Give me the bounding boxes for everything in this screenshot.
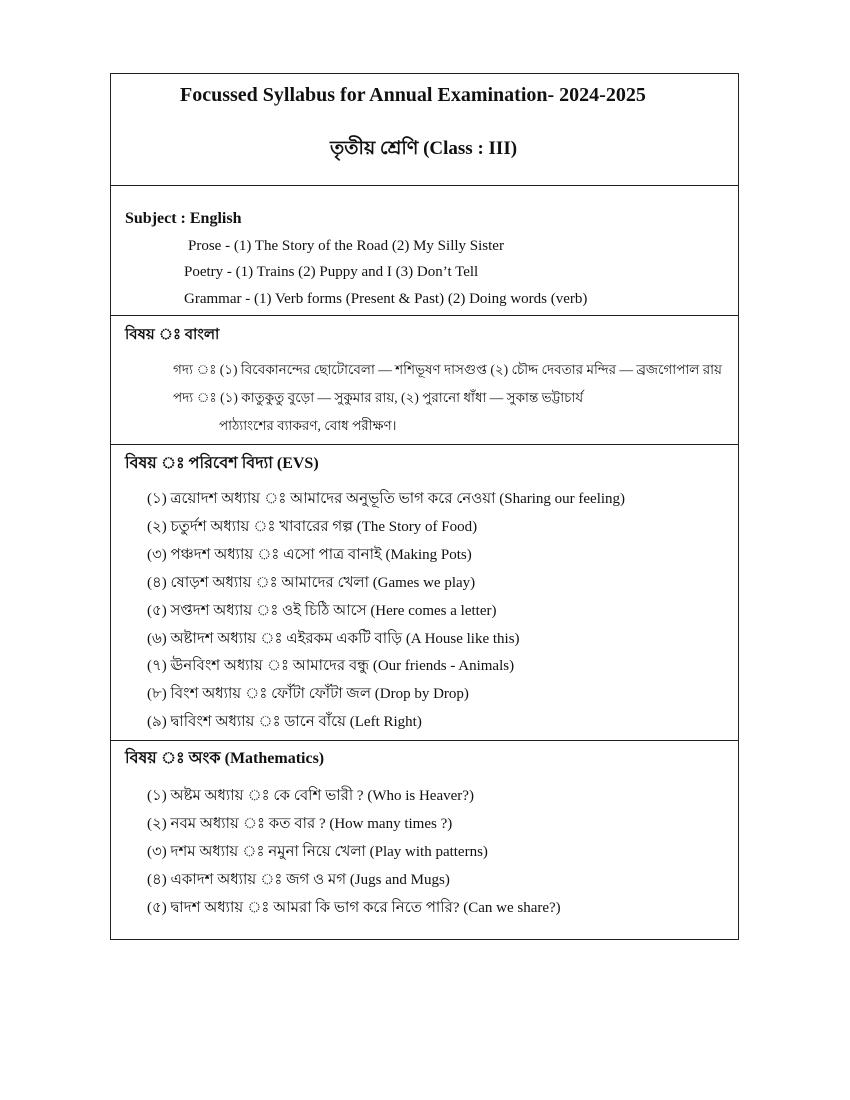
- evs-item: (২) চতুর্দশ অধ্যায় ঃ খাবারের গল্প (The Story of Food): [147, 519, 478, 535]
- english-poetry: Poetry - (1) Trains (2) Puppy and I (3) Don’t Tell: [184, 264, 479, 280]
- evs-item: (৪) ষোড়শ অধ্যায় ঃ আমাদের খেলা (Games we play): [147, 575, 476, 591]
- evs-item: (৮) বিংশ অধ্যায় ঃ ফোঁটা ফোঁটা জল (Drop by Drop): [147, 686, 469, 702]
- evs-item: (১) ত্রয়োদশ অধ্যায় ঃ আমাদের অনুভূতি ভাগ করে নেওয়া (Sharing our feeling): [147, 491, 626, 507]
- maths-item: (৩) দশম অধ্যায় ঃ নমুনা নিয়ে খেলা (Play with patterns): [147, 844, 488, 860]
- maths-item: (২) নবম অধ্যায় ঃ কত বার ? (How many times ?): [147, 816, 453, 832]
- bangla-heading: বিষয় ঃ বাংলা: [125, 327, 220, 343]
- syllabus-sheet: [110, 73, 739, 940]
- maths-item: (১) অষ্টম অধ্যায় ঃ কে বেশি ভারী ? (Who is Heaver?): [147, 788, 474, 804]
- english-prose: Prose - (1) The Story of the Road (2) My Silly Sister: [188, 238, 504, 254]
- evs-item: (৫) সপ্তদশ অধ্যায় ঃ ওই চিঠি আসে (Here comes a letter): [147, 603, 497, 619]
- evs-item: (৯) দ্বাবিংশ অধ্যায় ঃ ডানে বাঁয়ে (Left Right): [147, 714, 422, 730]
- class-label: তৃতীয় শ্রেণি (Class : III): [330, 138, 518, 159]
- maths-item: (৫) দ্বাদশ অধ্যায় ঃ আমরা কি ভাগ করে নিতে পারি? (Can we share?): [147, 900, 561, 916]
- header-section: [111, 74, 738, 186]
- bangla-grammar: পাঠ্যাংশের ব্যাকরণ, বোধ পরীক্ষণ।: [219, 418, 397, 433]
- english-grammar: Grammar - (1) Verb forms (Present & Past) (2) Doing words (verb): [184, 291, 588, 307]
- english-heading: Subject : English: [125, 210, 242, 227]
- english-section: [111, 186, 738, 316]
- evs-item: (৩) পঞ্চদশ অধ্যায় ঃ এসো পাত্র বানাই (Making Pots): [147, 547, 472, 563]
- evs-item: (৬) অষ্টাদশ অধ্যায় ঃ এইরকম একটি বাড়ি (A House like this): [147, 631, 520, 647]
- bangla-section: [111, 316, 738, 445]
- evs-section: [111, 445, 738, 741]
- evs-item: (৭) ঊনবিংশ অধ্যায় ঃ আমাদের বন্ধু (Our friends - Animals): [147, 658, 515, 674]
- bangla-prose: গদ্য ঃ (১) বিবেকানন্দের ছোটোবেলা — শশিভূষণ দাসগুপ্ত (২) চৌদ্দ দেবতার মন্দির — ব্রজগোপাল রায়: [173, 362, 722, 377]
- evs-heading: বিষয় ঃ পরিবেশ বিদ্যা (EVS): [125, 455, 319, 472]
- maths-item: (৪) একাদশ অধ্যায় ঃ জগ ও মগ (Jugs and Mugs): [147, 872, 450, 888]
- bangla-poetry: পদ্য ঃ (১) কাতুকুতু বুড়ো — সুকুমার রায়, (২) পুরানো ধাঁধা — সুকান্ত ভট্টাচার্য: [173, 390, 584, 405]
- page-title: Focussed Syllabus for Annual Examination- 2024-2025: [180, 84, 646, 106]
- maths-heading: বিষয় ঃ অংক (Mathematics): [125, 750, 325, 767]
- maths-section: [111, 741, 738, 941]
